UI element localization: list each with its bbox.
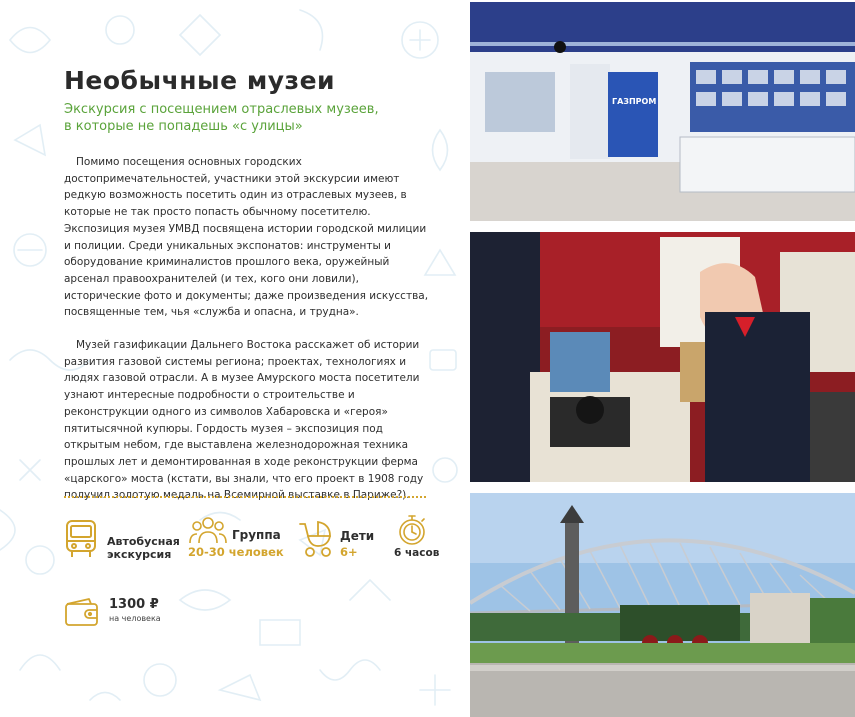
stroller-icon xyxy=(296,518,336,558)
stopwatch-icon xyxy=(395,513,429,547)
gas-sign-text: ГАЗПРОМ xyxy=(612,97,657,106)
photo-bridge-museum xyxy=(470,493,855,717)
subtitle-line-1: Экскурсия с посещением отраслевых музеев, xyxy=(64,102,379,117)
description-paragraph-1: Помимо посещения основных городских достопримечательностей, участники этой экскурсии имеют редкую возможность посетить один из отраслевых музеев, в которые не так просто попасть обычному посетителю. Экспозиция музея УМВД посвящена истории городской милиции и полиции. Среди уникальных экспонатов: инструменты и оборудование криминалистов прошлого века, оружейный арсенал правоохранителей (и тех, кого они ловили), исторические фото и документы; даже произведения искусства, посвященные тем, чья «служба и опасна, и трудна». xyxy=(64,156,429,319)
bus-icon xyxy=(64,519,104,559)
group-value: 20-30 человек xyxy=(188,545,284,559)
group-icon xyxy=(188,515,228,545)
price-note: на человека xyxy=(109,614,161,623)
bus-label-line-1: Автобусная xyxy=(107,535,180,548)
page-title: Необычные музеи xyxy=(64,66,336,95)
group-label: Группа xyxy=(232,528,281,542)
duration-label: 6 часов xyxy=(394,547,440,559)
description-paragraph-2: Музей газификации Дальнего Востока расскажет об истории развития газовой системы региона; проектах, технологиях и людях газовой отрасли. А в музее Амурского моста посетители узнают интересные подробности о строительстве и реконструкции одного из символов Хабаровска и «героя» пятитысячной купюры. Гордость музея – экспозиция под открытым небом, где выставлена железнодорожная техника прошлых лет и демонтированная в ходе реконструкции ферма «царского» моста (кстати, вы знали, что его проект в 1908 году получил золотую медаль на Всемирной выставке в Париже?). xyxy=(64,339,424,502)
description xyxy=(64,154,429,504)
subtitle-line-2: в которые не попадешь «с улицы» xyxy=(64,119,303,134)
dotted-divider xyxy=(64,496,426,498)
kids-label: Дети xyxy=(340,529,375,543)
photo-police-museum xyxy=(470,232,855,482)
wallet-icon xyxy=(64,597,100,627)
bus-label-line-2: экскурсия xyxy=(107,548,172,561)
page-subtitle xyxy=(64,101,394,135)
kids-value: 6+ xyxy=(340,545,358,559)
price-value: 1300 ₽ xyxy=(109,597,159,612)
photo-gas-museum xyxy=(470,2,855,221)
